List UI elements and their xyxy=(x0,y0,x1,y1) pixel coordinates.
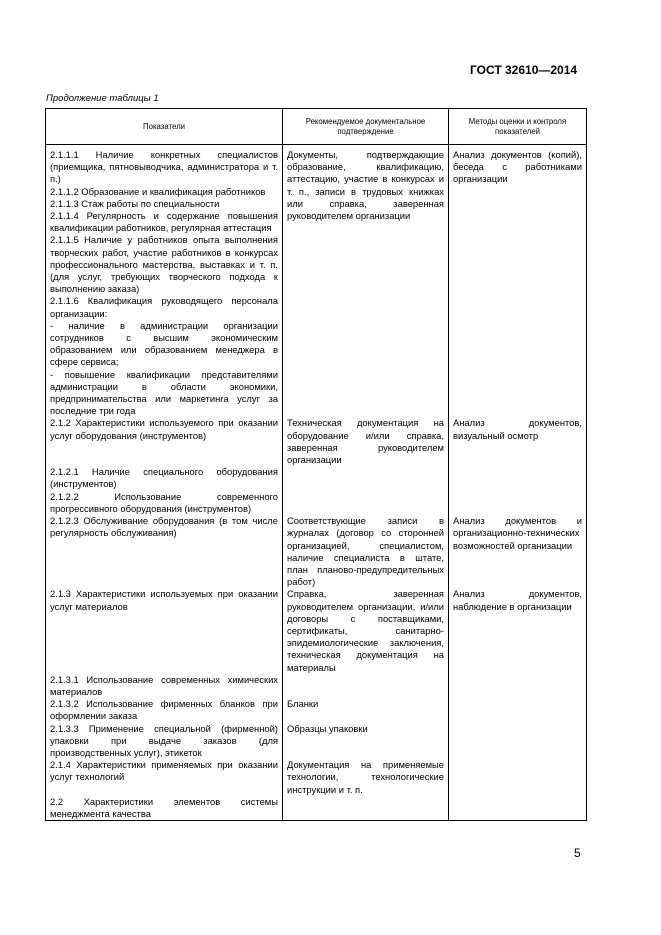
cell-paragraph: 2.1.1.4 Регулярность и содержание повышения квалификации работников, регулярная аттестация xyxy=(50,210,278,234)
document-cell xyxy=(283,674,449,698)
cell-paragraph: 2.1.2 Характеристики используемого при оказании услуг оборудования (инструментов) xyxy=(50,417,278,441)
indicator-cell xyxy=(46,796,283,821)
cell-paragraph: 2.1.2.2 Использование современного прогрессивного оборудования (инструментов) xyxy=(50,490,278,514)
cell-paragraph: 2.1.2.3 Обслуживание оборудования (в том числе регулярность обслуживания) xyxy=(50,515,278,539)
cell-paragraph: - наличие в администрации организации сотрудников с высшим экономическим образованием или образованием менеджера в сфере сервиса; xyxy=(50,319,278,368)
cell-paragraph: Анализ документов, визуальный осмотр xyxy=(453,417,582,441)
method-cell xyxy=(449,149,587,417)
cell-paragraph: Анализ документов (копий), беседа с работниками организации xyxy=(453,149,582,185)
cell-paragraph: 2.1.1.2 Образование и квалификация работников xyxy=(50,185,266,197)
page-number: 5 xyxy=(574,846,581,860)
document-cell xyxy=(283,149,449,417)
indicator-cell xyxy=(46,149,283,417)
method-cell xyxy=(449,588,587,673)
cell-paragraph: 2.1.3.1 Использование современных химических материалов xyxy=(50,673,278,697)
method-cell xyxy=(449,466,587,515)
cell-paragraph: - повышение квалификации представителями администрации в области экономики, предпринимательства или маркетинга услуг за последние три года xyxy=(50,368,278,417)
indicator-cell xyxy=(46,515,283,588)
document-cell xyxy=(283,759,449,796)
table-row xyxy=(46,698,587,722)
cell-paragraph: 2.1.1.3 Стаж работы по специальности xyxy=(50,197,220,209)
cell-paragraph: Соответствующие записи в журналах (договор со сторонней организацией, специалистом, наличие специалиста в штате, план планово-предупредительных работ) xyxy=(287,515,444,588)
cell-paragraph: 2.1.1.5 Наличие у работников опыта выполнения творческих работ, участие работников в конкурсах профессионального мастерства, выставках и т. п. (для услуг, требующих творческого подхода к выполнению заказа) xyxy=(50,234,278,295)
document-cell xyxy=(283,515,449,588)
cell-paragraph: Бланки xyxy=(287,698,319,710)
table-row xyxy=(46,466,587,515)
cell-paragraph: 2.1.3.3 Применение специальной (фирменной) упаковки при выдаче заказов (для производственных услуг), этикеток xyxy=(50,722,278,758)
cell-paragraph: Анализ документов и организационно-технических возможностей организации xyxy=(453,515,582,551)
document-cell xyxy=(283,466,449,515)
cell-paragraph: Документация на применяемые технологии, технологические инструкции и т. п. xyxy=(287,759,444,795)
table-row xyxy=(46,588,587,673)
method-cell xyxy=(449,515,587,588)
indicator-cell xyxy=(46,417,283,466)
table-row xyxy=(46,796,587,821)
cell-paragraph: Образцы упаковки xyxy=(287,722,368,734)
table-caption: Продолжение таблицы 1 xyxy=(46,93,159,104)
document-cell xyxy=(283,723,449,760)
indicator-cell xyxy=(46,588,283,673)
indicator-cell xyxy=(46,723,283,760)
indicator-cell xyxy=(46,698,283,722)
column-header-indicators: Показатели xyxy=(46,109,283,145)
cell-paragraph: Документы, подтверждающие образование, квалификацию, аттестацию, участие в конкурсах и т. п., записи в трудовых книжках или справка, заверенная руководителем организации xyxy=(287,149,444,222)
document-cell xyxy=(283,698,449,722)
cell-paragraph: 2.1.1.6 Квалификация руководящего персонала организации: xyxy=(50,295,278,319)
table-row xyxy=(46,723,587,760)
requirements-table xyxy=(45,108,587,821)
method-cell xyxy=(449,723,587,760)
cell-paragraph: 2.1.1.1 Наличие конкретных специалистов (приемщика, пятновыводчика, администратора и т. п.) xyxy=(50,149,278,185)
cell-paragraph: Техническая документация на оборудование и/или справка, заверенная руководителем организации xyxy=(287,417,444,466)
cell-paragraph: 2.1.3 Характеристики используемых при оказании услуг материалов xyxy=(50,588,278,612)
cell-paragraph: 2.1.2.1 Наличие специального оборудования (инструментов) xyxy=(50,466,278,490)
table-row xyxy=(46,149,587,417)
method-cell xyxy=(449,698,587,722)
table-row xyxy=(46,759,587,796)
document-cell xyxy=(283,588,449,673)
cell-paragraph: Справка, заверенная руководителем организации, и/или договоры с поставщиками, сертификаты, санитарно-эпидемиологические заключения, техническая документация на материалы xyxy=(287,588,444,673)
column-header-methods: Методы оценки и контроля показателей xyxy=(449,109,587,145)
cell-paragraph: 2.2 Характеристики элементов системы менеджмента качества xyxy=(50,795,278,819)
table-row xyxy=(46,417,587,466)
cell-paragraph: 2.1.4 Характеристики применяемых при оказании услуг технологий xyxy=(50,759,278,783)
indicator-cell xyxy=(46,674,283,698)
document-cell xyxy=(283,417,449,466)
document-code: ГОСТ 32610—2014 xyxy=(470,63,578,77)
table-header-row xyxy=(46,109,587,145)
indicator-cell xyxy=(46,759,283,796)
method-cell xyxy=(449,796,587,821)
table-row xyxy=(46,674,587,698)
table-row xyxy=(46,515,587,588)
document-cell xyxy=(283,796,449,821)
method-cell xyxy=(449,674,587,698)
cell-paragraph: 2.1.3.2 Использование фирменных бланков при оформлении заказа xyxy=(50,698,278,722)
column-header-documents: Рекомендуемое документальное подтверждение xyxy=(283,109,449,145)
indicator-cell xyxy=(46,466,283,515)
method-cell xyxy=(449,759,587,796)
cell-paragraph: Анализ документов, наблюдение в организации xyxy=(453,588,582,612)
method-cell xyxy=(449,417,587,466)
